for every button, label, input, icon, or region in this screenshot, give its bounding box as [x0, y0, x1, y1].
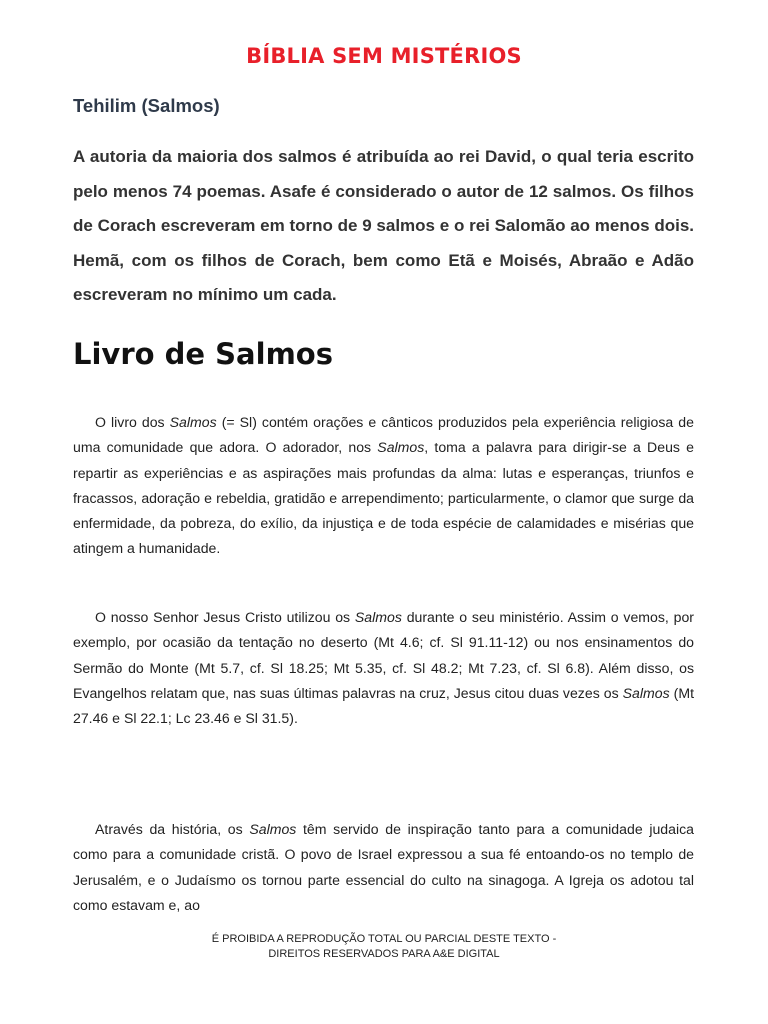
- intro-paragraph: A autoria da maioria dos salmos é atribuída ao rei David, o qual teria escrito pelo menos 74 poemas. Asafe é considerado o autor de 12 salmos. Os filhos de Corach escreveram em torno de 9 salmos e o rei Salomão ao menos dois. Hemã, com os filhos de Corach, bem como Etã e Moisés, Abraão e Adão escreveram no mínimo um cada.: [73, 147, 694, 305]
- text-run: O nosso Senhor Jesus Cristo utilizou os: [95, 609, 355, 625]
- text-run: , toma a palavra para dirigir-se a Deus e repartir as experiências e as aspirações mais profundas da alma: lutas e esperanças, triunfos e fracassos, adoração e rebeldia, gratidão e arrependimento; particularmente, o clamor que surge da enfermidade, da pobreza, do exílio, da injustiça e de toda espécie de calamidades e misérias que atingem a humanidade.: [73, 439, 694, 557]
- book-name-italic: Salmos: [169, 414, 217, 430]
- footer-line-1: É PROIBIDA A REPRODUÇÃO TOTAL OU PARCIAL DESTE TEXTO -: [211, 933, 557, 945]
- body-paragraph-2: [73, 605, 694, 731]
- text-run: (Mt 27.46 e Sl 22.1; Lc 23.46 e Sl 31.5).: [73, 684, 694, 727]
- book-name-italic: Salmos: [249, 821, 297, 837]
- text-run: durante o seu ministério. Assim o vemos, por exemplo, por ocasião da tentação no deserto (Mt 4.6; cf. Sl 91.11-12) ou nos ensinamentos do Sermão do Monte (Mt 5.7, cf. Sl 18.25; Mt 5.35, cf. Sl 48.2; Mt 7.23, cf. Sl 6.8). Além disso, os Evangelhos relatam que, nas suas últimas palavras na cruz, Jesus citou duas vezes os: [73, 609, 694, 701]
- text-run: Através da história, os: [95, 821, 250, 837]
- page-subtitle: Tehilim (Salmos): [73, 95, 220, 116]
- copyright-footer: [0, 932, 768, 962]
- body-paragraph-1: [73, 410, 694, 562]
- page-title: BÍBLIA SEM MISTÉRIOS: [246, 44, 522, 68]
- body-paragraph-3: [73, 817, 694, 917]
- footer-line-2: DIREITOS RESERVADOS PARA A&E DIGITAL: [268, 948, 500, 960]
- text-run: (= Sl) contém orações e cânticos produzidos pela experiência religiosa de uma comunidade que adora. O adorador, nos: [73, 414, 694, 456]
- book-name-italic: Salmos: [622, 684, 670, 701]
- section-heading: Livro de Salmos: [73, 337, 333, 371]
- book-name-italic: Salmos: [354, 609, 402, 625]
- text-run: têm servido de inspiração tanto para a comunidade judaica como para a comunidade cristã. O povo de Israel expressou a sua fé entoando-os no templo de Jerusalém, e o Judaísmo os tornou parte essencial do culto na sinagoga. A Igreja os adotou tal como estavam e, ao: [73, 821, 694, 913]
- text-run: O livro dos: [95, 414, 170, 430]
- book-name-italic: Salmos: [377, 439, 425, 456]
